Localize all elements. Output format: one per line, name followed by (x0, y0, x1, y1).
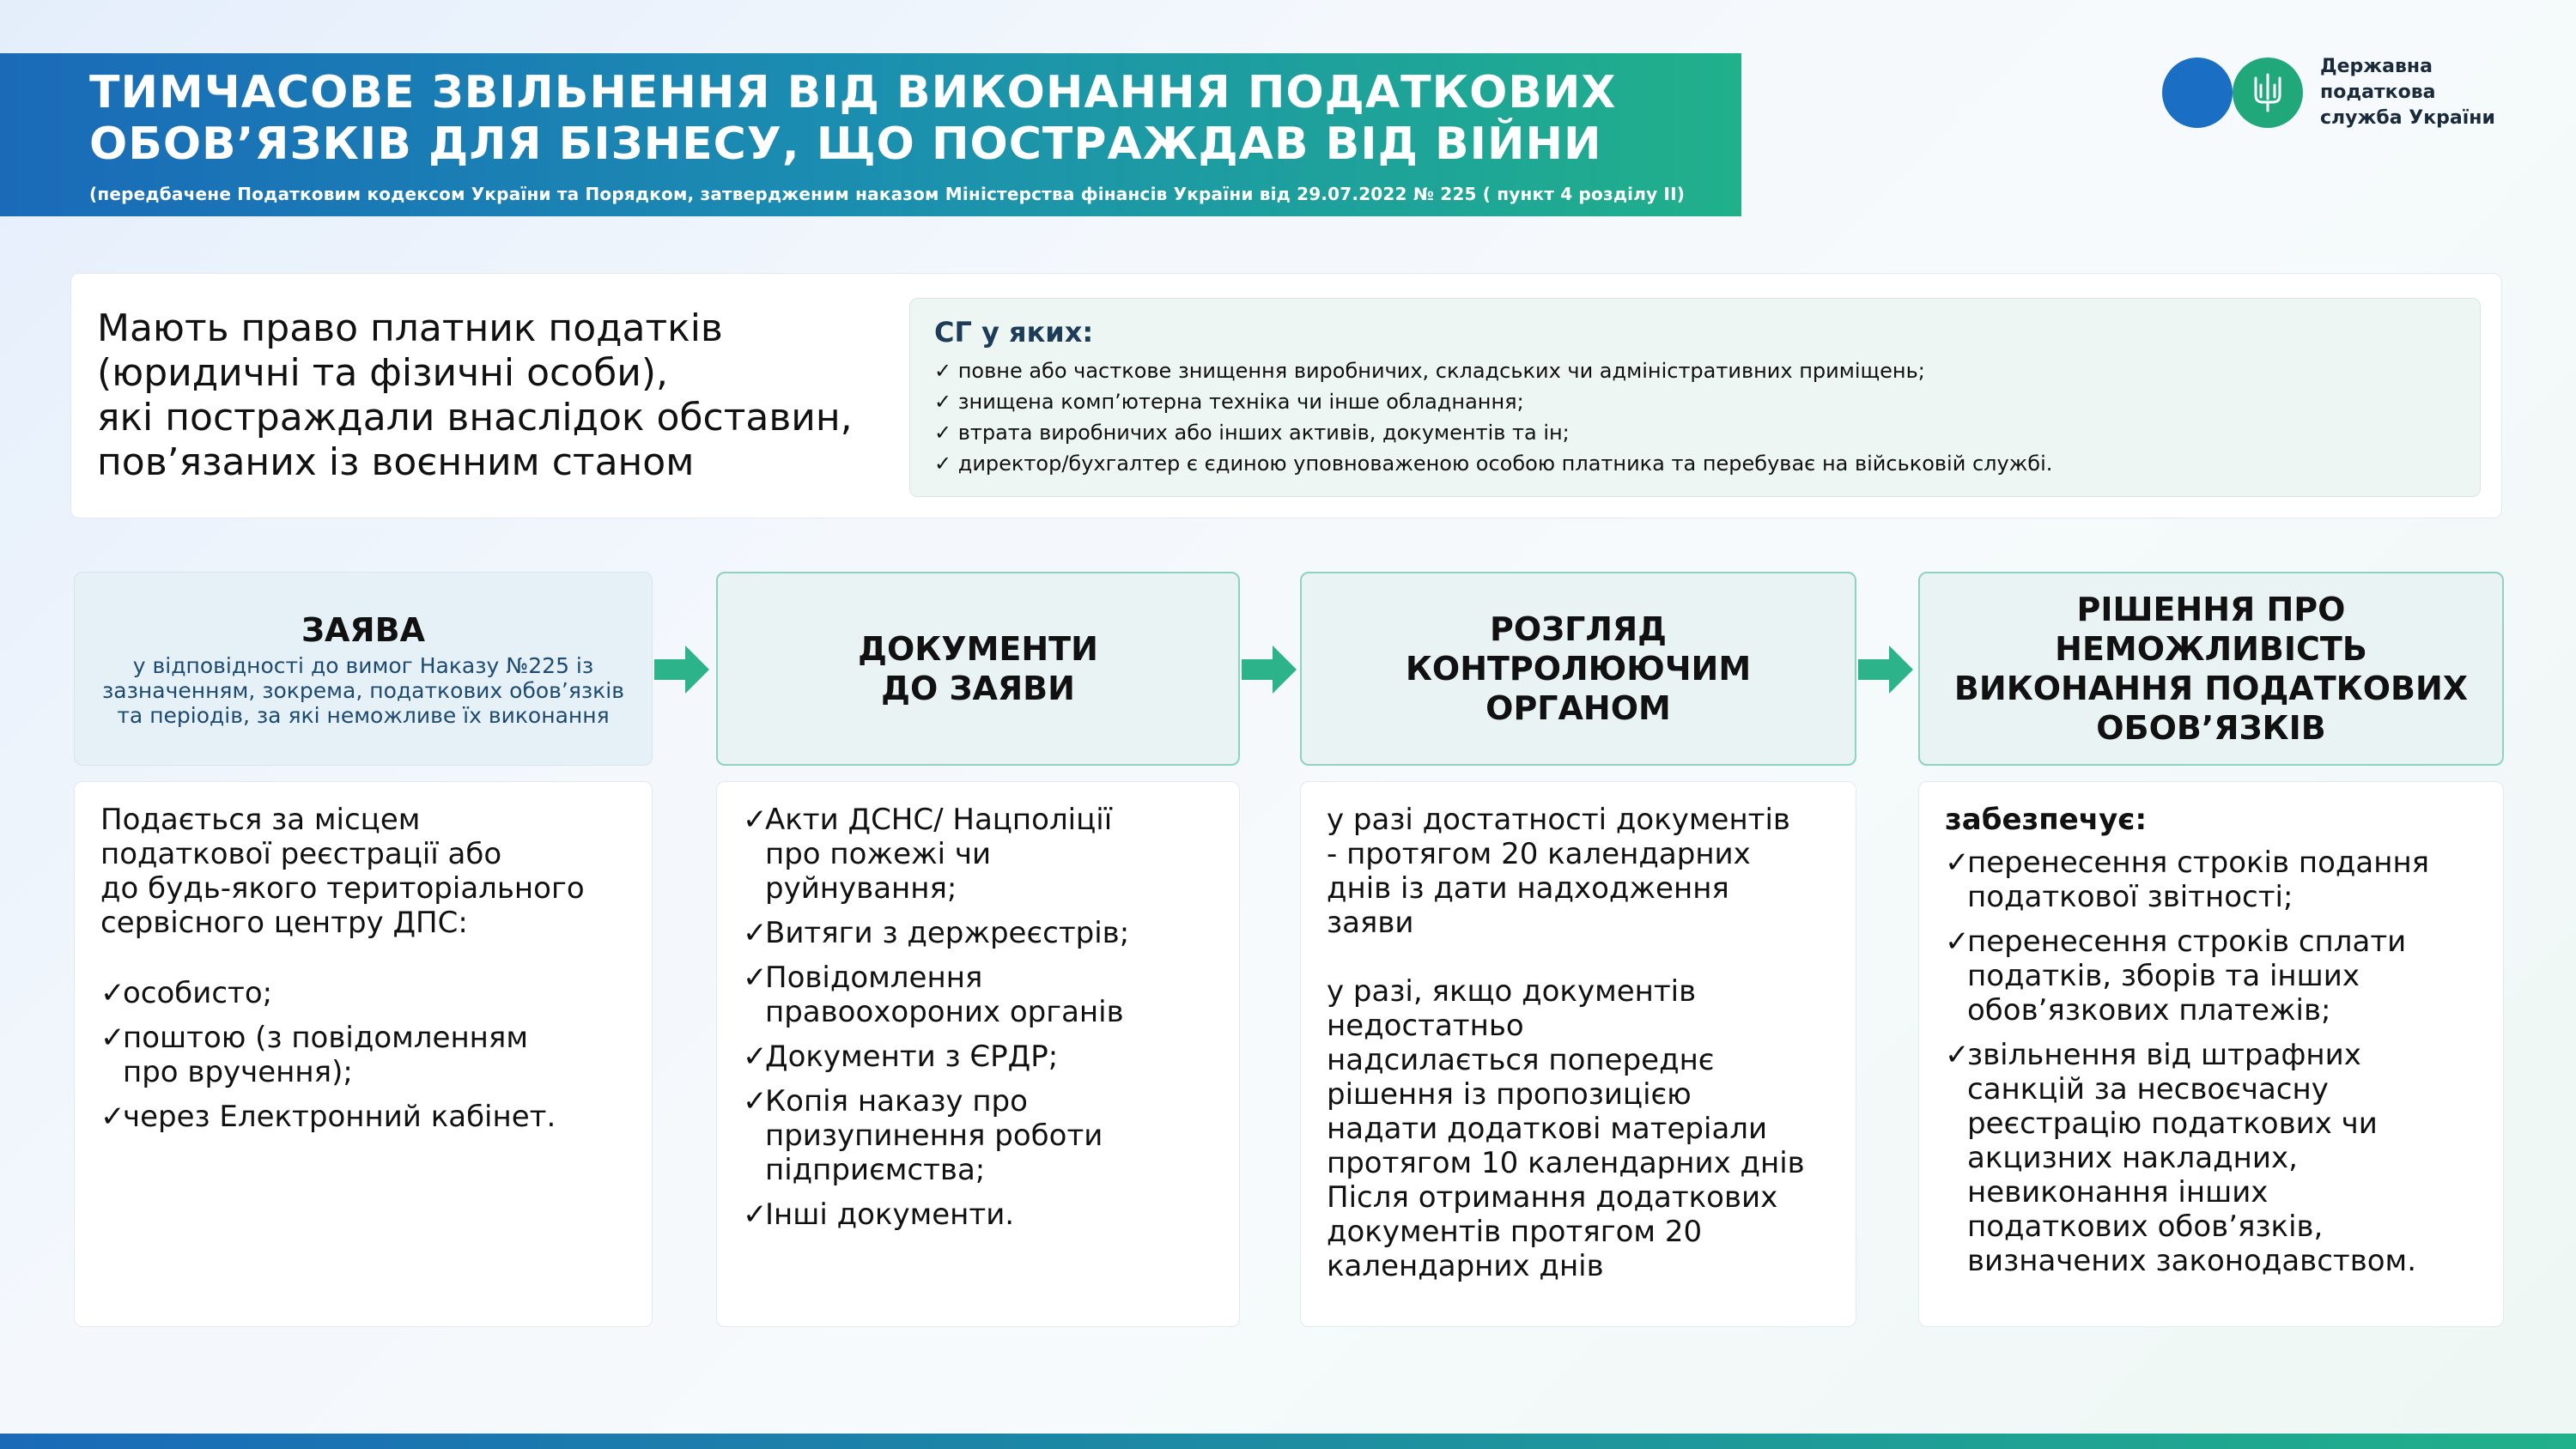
decision-lead: забезпечує: (1945, 803, 2148, 837)
list-item-text: Інші документи. (765, 1197, 1015, 1232)
list-item (1945, 846, 2477, 914)
logo-caption (2320, 54, 2495, 131)
dps-logo (2162, 57, 2495, 129)
list-item-text: Повідомлення правоохороних органів (765, 961, 1124, 1029)
list-item (743, 803, 1213, 906)
list-item-text: Документи з ЄРДР; (765, 1040, 1059, 1074)
trident-icon (2252, 73, 2283, 112)
step-documents-body (716, 781, 1240, 1327)
step-application-body (74, 781, 653, 1327)
condition-item: ✓ директор/бухгалтер є єдиною уповноваженою особою платника та перебуває на військовій службі. (934, 452, 2053, 476)
step-documents-header (716, 572, 1240, 766)
page-title-line1: ТИМЧАСОВЕ ЗВІЛЬНЕННЯ ВІД ВИКОНАННЯ ПОДАТКОВИХ (89, 67, 1617, 118)
step-decision-title: РІШЕННЯ ПРО НЕМОЖЛИВІСТЬ ВИКОНАННЯ ПОДАТКОВИХ ОБОВ’ЯЗКІВ (1953, 591, 2469, 747)
step-application-header (74, 572, 653, 766)
list-item-text: Витяги з держреєстрів; (765, 916, 1130, 950)
step-application-title: ЗАЯВА (301, 610, 426, 649)
step-decision-body (1918, 781, 2504, 1327)
eligibility-text: Мають право платник податків (юридичні та фізичні особи), які постраждали внаслідок обставин, пов’язаних із воєнним станом (97, 306, 853, 484)
check-icon: ✓ (743, 1084, 768, 1119)
page-subtitle: (передбачене Податковим кодексом України та Порядком, затвердженим наказом Міністерства фінансів України від 29.07.2022 № 225 ( пункт 4 розділу ІІ) (89, 184, 1686, 204)
check-icon: ✓ (743, 1197, 768, 1232)
list-item (100, 1021, 626, 1089)
check-icon: ✓ (1945, 846, 1970, 880)
logo-caption-line2: податкова (2320, 82, 2436, 103)
list-item (100, 1100, 626, 1134)
step-review-body (1300, 781, 1856, 1327)
arrow-right-icon (1240, 642, 1298, 697)
check-icon: ✓ (1945, 925, 1970, 959)
step-review-title: РОЗГЛЯД КОНТРОЛЮЮЧИМ ОРГАНОМ (1405, 610, 1752, 727)
check-icon: ✓ (743, 916, 768, 950)
review-insufficient-text: у разі, якщо документів недостатньо надсилається попереднє рішення із пропозицією надати додаткові матеріали протягом 10 календарних днів Після отримання додаткових документів протягом 20 календарних днів (1327, 974, 1805, 1283)
list-item-text: через Електронний кабінет. (123, 1100, 556, 1134)
header-banner (0, 53, 1741, 216)
list-item (743, 916, 1213, 950)
list-item-text: перенесення строків сплати податків, зборів та інших обов’язкових платежів; (1967, 925, 2407, 1028)
check-icon: ✓ (100, 976, 125, 1010)
condition-item: ✓ повне або часткове знищення виробничих, складських чи адміністративних приміщень; (934, 359, 1925, 383)
list-item-text: Акти ДСНС/ Нацполіції про пожежі чи руйнування; (765, 803, 1113, 906)
check-icon: ✓ (743, 961, 768, 995)
condition-item: ✓ втрата виробничих або інших активів, документів та ін; (934, 421, 1570, 445)
check-icon: ✓ (743, 1040, 768, 1074)
check-icon: ✓ (100, 1021, 125, 1055)
arrow-right-icon (653, 642, 711, 697)
list-item (1945, 1038, 2477, 1278)
list-item-text: особисто; (123, 976, 273, 1010)
list-item (1945, 925, 2477, 1028)
application-intro: Подається за місцем податкової реєстрації або до будь-якого територіального сервісного центру ДПС: (100, 803, 585, 940)
conditions-box (909, 298, 2481, 497)
check-icon: ✓ (100, 1100, 125, 1134)
list-item-text: Копія наказу про призупинення роботи підприємства; (765, 1084, 1103, 1187)
check-icon: ✓ (743, 803, 768, 837)
list-item (743, 1084, 1213, 1187)
list-item (743, 1040, 1213, 1074)
review-sufficient-text: у разі достатності документів - протягом 20 календарних днів із дати надходження заяви (1327, 803, 1790, 940)
step-decision-header (1918, 572, 2504, 766)
eligibility-panel (70, 273, 2502, 518)
bottom-gradient-bar (0, 1434, 2576, 1449)
condition-item: ✓ знищена комп’ютерна техніка чи інше обладнання; (934, 390, 1524, 414)
list-item-text: перенесення строків подання податкової звітності; (1967, 846, 2430, 914)
step-application-subtitle: у відповідності до вимог Наказу №225 із зазначенням, зокрема, податкових обов’язків та періодів, за які неможливе їх виконання (102, 652, 624, 728)
list-item (743, 961, 1213, 1029)
step-documents-title: ДОКУМЕНТИ ДО ЗАЯВИ (858, 630, 1098, 707)
list-item (100, 976, 626, 1010)
arrow-right-icon (1856, 642, 1915, 697)
conditions-title: СГ у яких: (934, 316, 1094, 349)
page-title-line2: ОБОВ’ЯЗКІВ ДЛЯ БІЗНЕСУ, ЩО ПОСТРАЖДАВ ВІД ВІЙНИ (89, 118, 1602, 170)
logo-caption-line1: Державна (2320, 56, 2433, 77)
list-item (743, 1197, 1213, 1232)
logo-blue-circle (2162, 58, 2233, 128)
logo-green-circle (2233, 58, 2303, 128)
list-item-text: поштою (з повідомленням про вручення); (123, 1021, 529, 1089)
list-item-text: звільнення від штрафних санкцій за несвоєчасну реєстрацію податкових чи акцизних накладних, невиконання інших податкових обов’язків, визначених законодавством. (1967, 1038, 2416, 1278)
logo-caption-line3: служба України (2320, 107, 2495, 129)
step-review-header (1300, 572, 1856, 766)
check-icon: ✓ (1945, 1038, 1970, 1072)
